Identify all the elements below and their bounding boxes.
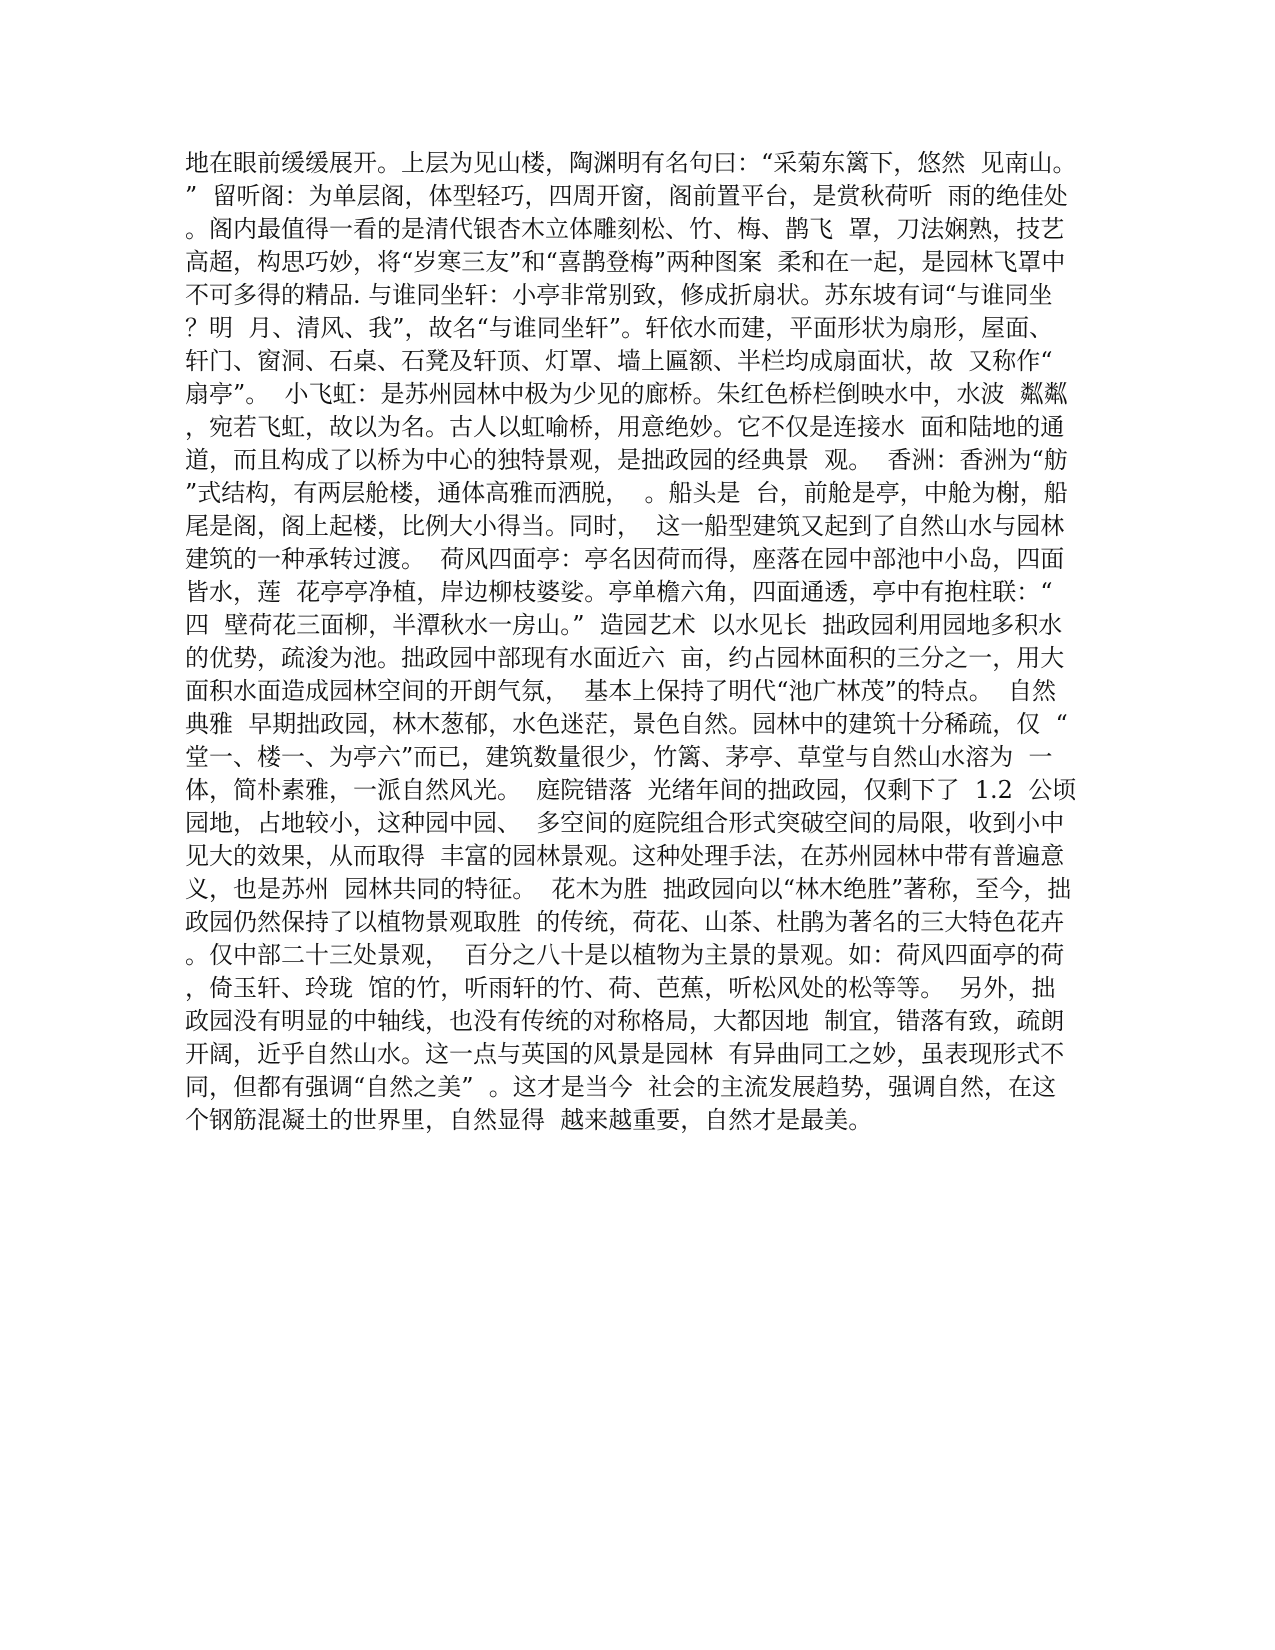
text-line: 园地，占地较小，这种园中园、 多空间的庭院组合形式突破空间的局限，收到小中 (185, 809, 1065, 837)
text-line: 不可多得的精品. 与谁同坐轩：小亭非常别致，修成折扇状。苏东坡有词“与谁同坐 (185, 281, 1053, 309)
text-line: 。仅中部二十三处景观， 百分之八十是以植物为主景的景观。如：荷风四面亭的荷 (185, 941, 1065, 969)
text-line: 见大的效果，从而取得 丰富的园林景观。这种处理手法，在苏州园林中带有普遍意 (185, 842, 1065, 870)
text-line: 个钢筋混凝土的世界里，自然显得 越来越重要，自然才是最美。 (185, 1106, 873, 1134)
text-line: 体，简朴素雅，一派自然风光。 庭院错落 光绪年间的拙政园，仅剩下了 1.2 公顷 (185, 776, 1077, 804)
text-line: ，倚玉轩、玲珑 馆的竹，听雨轩的竹、荷、芭蕉，听松风处的松等等。 另外，拙 (185, 974, 1056, 1002)
text-line: 扇亭”。 小飞虹：是苏州园林中极为少见的廊桥。朱红色桥栏倒映水中，水波 粼粼 (185, 380, 1068, 408)
text-line: 同，但都有强调“自然之美” 。这才是当今 社会的主流发展趋势，强调自然，在这 (185, 1073, 1057, 1101)
text-line: 地在眼前缓缓展开。上层为见山楼，陶渊明有名句曰：“采菊东篱下，悠然 见南山。 (185, 149, 1077, 177)
text-line: 的优势，疏浚为池。拙政园中部现有水面近六 亩，约占园林面积的三分之一，用大 (185, 644, 1065, 672)
text-line: 政园仍然保持了以植物景观取胜 的传统，荷花、山茶、杜鹃为著名的三大特色花卉 (185, 908, 1065, 936)
text-line: 四 壁荷花三面柳，半潭秋水一房山。” 造园艺术 以水见长 拙政园利用园地多积水 (185, 611, 1063, 639)
text-line: ，宛若飞虹，故以为名。古人以虹喻桥，用意绝妙。它不仅是连接水 面和陆地的通 (185, 413, 1065, 441)
text-line: 政园没有明显的中轴线，也没有传统的对称格局，大都因地 制宜，错落有致，疏朗 (185, 1007, 1065, 1035)
text-line: 义，也是苏州 园林共同的特征。 花木为胜 拙政园向以“林木绝胜”著称，至今，拙 (185, 875, 1072, 903)
text-line: ” 留听阁：为单层阁，体型轻巧，四周开窗，阁前置平台，是赏秋荷听 雨的绝佳处 (185, 182, 1068, 210)
text-line: 轩门、窗洞、石桌、石凳及轩顶、灯罩、墙上匾额、半栏均成扇面状，故 又称作“ (185, 347, 1053, 375)
text-line: 面积水面造成园林空间的开朗气氛， 基本上保持了明代“池广林茂”的特点。 自然 (185, 677, 1057, 705)
text-line: 建筑的一种承转过渡。 荷风四面亭：亭名因荷而得，座落在园中部池中小岛，四面 (185, 545, 1065, 573)
body-text (185, 147, 1090, 1137)
text-line: 道，而且构成了以桥为中心的独特景观，是拙政园的经典景 观。 香洲：香洲为“舫 (185, 446, 1068, 474)
text-line: 典雅 早期拙政园，林木葱郁，水色迷茫，景色自然。园林中的建筑十分稀疏，仅 “ (185, 710, 1068, 738)
text-line: 开阔，近乎自然山水。这一点与英国的风景是园林 有异曲同工之妙，虽表现形式不 (185, 1040, 1065, 1068)
text-line: 。阁内最值得一看的是清代银杏木立体雕刻松、竹、梅、鹊飞 罩，刀法娴熟，技艺 (185, 215, 1065, 243)
text-line: 堂一、楼一、为亭六”而已，建筑数量很少，竹篱、茅亭、草堂与自然山水溶为 一 (185, 743, 1053, 771)
text-line: ？明 月、清风、我”，故名“与谁同坐轩”。轩依水而建，平面形状为扇形，屋面、 (185, 314, 1054, 342)
text-line: ”式结构，有两层舱楼，通体高雅而洒脱， 。船头是 台，前舱是亭，中舱为榭，船 (185, 479, 1068, 507)
text-line: 高超，构思巧妙，将“岁寒三友”和“喜鹊登梅”两种图案 柔和在一起，是园林飞罩中 (185, 248, 1066, 276)
text-line: 皆水，莲 花亭亭净植，岸边柳枝婆娑。亭单檐六角，四面通透，亭中有抱柱联：“ (185, 578, 1053, 606)
text-line: 尾是阁，阁上起楼，比例大小得当。同时， 这一船型建筑又起到了自然山水与园林 (185, 512, 1065, 540)
